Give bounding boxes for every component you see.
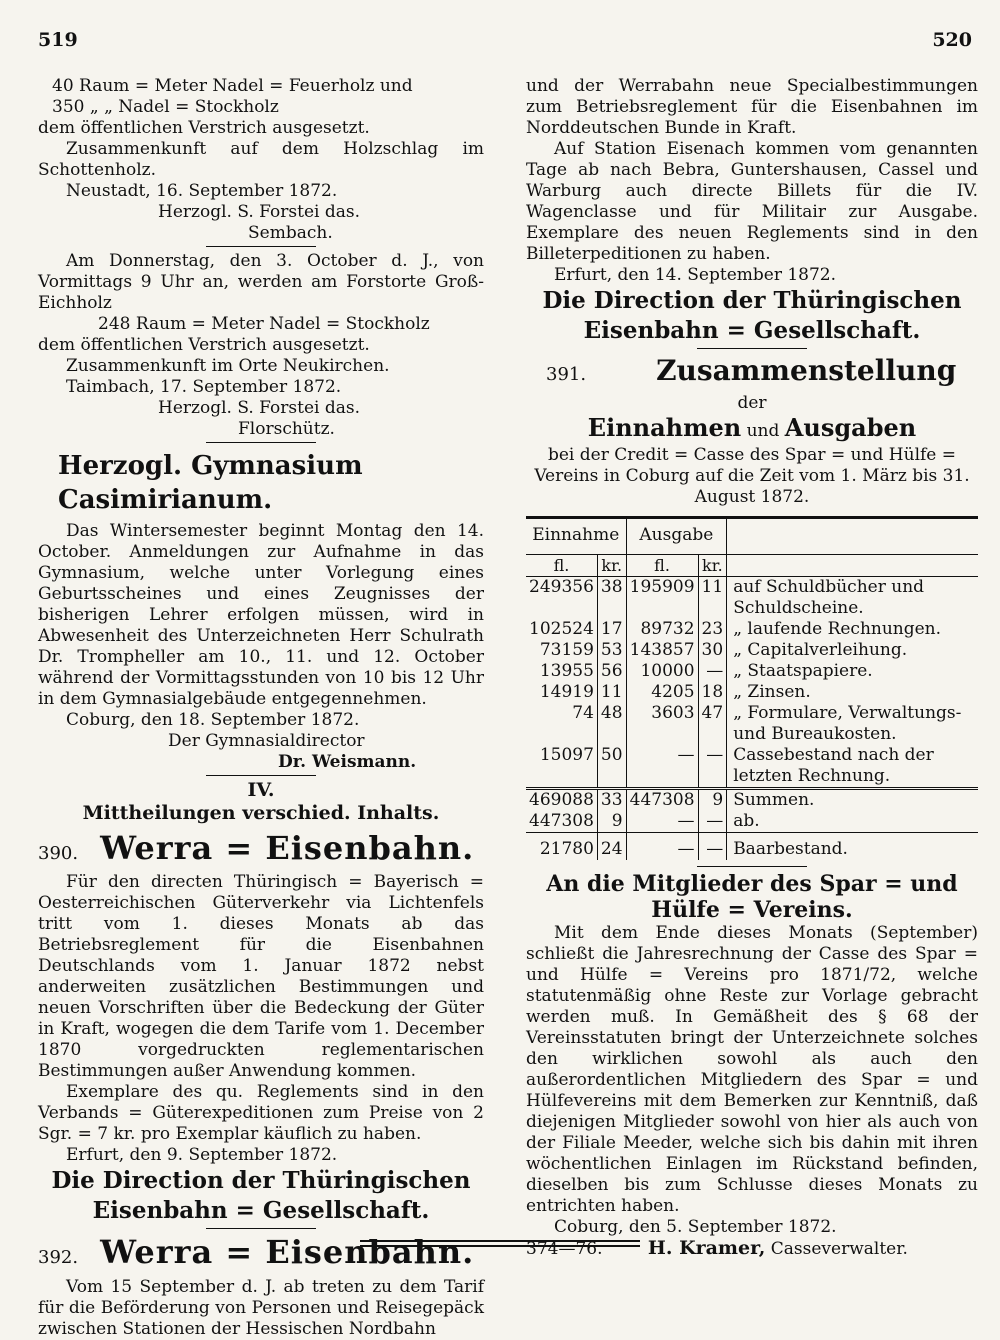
cell-out-fl: 89732: [626, 619, 698, 640]
cell-out-kr: —: [698, 661, 727, 682]
column-header-einnahme: Einnahme: [526, 518, 626, 555]
gymnasium-heading: Herzogl. Gymnasium Casimirianum.: [58, 451, 363, 515]
article-subtitle: [526, 414, 978, 445]
cell-desc: „ Formulare, Verwaltungs- und Bureaukosten.: [733, 703, 962, 744]
cell-in-fl: 102524: [526, 619, 597, 640]
cell-in-kr: 9: [597, 811, 626, 833]
notice-line: Zusammenkunft auf dem Holzschlag im Schottenholz.: [38, 139, 484, 180]
cell-in-fl: 14919: [526, 682, 597, 703]
column-header-ausgabe: Ausgabe: [626, 518, 727, 555]
cell-in-fl: 249356: [526, 577, 597, 620]
cell-desc: „ laufende Rechnungen.: [733, 619, 942, 639]
right-column: [526, 76, 978, 1260]
cell-in-kr: 17: [597, 619, 626, 640]
cell-in-kr: 53: [597, 640, 626, 661]
notice-authority: Herzogl. S. Forstei das.: [158, 398, 361, 418]
cell-out-kr: 23: [698, 619, 727, 640]
article-number: 391.: [546, 364, 587, 385]
divider: [206, 1228, 316, 1229]
notice-text: Am Donnerstag, den 3. October d. J., von Vormittags 9 Uhr an, werden am Forstorte Groß-Eichholz: [38, 251, 484, 313]
table-row: [526, 661, 978, 682]
column-header-desc: [727, 518, 978, 555]
einnahmen-word: Einnahmen: [587, 413, 742, 442]
table-row: [526, 619, 978, 640]
cell-in-fl: 73159: [526, 640, 597, 661]
cell-in-kr: 56: [597, 661, 626, 682]
article-heading-390: [38, 830, 484, 872]
gymnasium-text: Das Wintersemester beginnt Montag den 14. October. Anmeldungen zur Aufnahme in das Gymnasium, welche unter Vorlegung eines Geburtsscheines und eines Zeugnisses der bisherigen Lehrer erfolgen müssen, wird in Abwesenheit des Unterzeichneten Herr Schulrath Dr. Trompheller am 10., 11. und 12. October während der Vormittagsstunden von 10 bis 12 Uhr in dem Gymnasialgebäude entgegennehmen.: [38, 521, 484, 709]
divider: [206, 442, 316, 443]
article-signature: Die Direction der Thüringischen: [542, 287, 962, 314]
notice-signature: Florschütz.: [238, 419, 335, 439]
table-row: [526, 703, 978, 745]
section-title: Mittheilungen verschied. Inhalts.: [82, 802, 440, 824]
cell-out-kr: —: [698, 745, 727, 789]
bottom-double-rule: [360, 1240, 640, 1250]
cell-in-fl: 21780: [526, 833, 597, 861]
notice-place-date: Neustadt, 16. September 1872.: [66, 181, 338, 201]
cell-out-kr: 30: [698, 640, 727, 661]
cell-out-kr: 9: [698, 789, 727, 812]
divider: [697, 348, 807, 349]
cell-in-fl: 13955: [526, 661, 597, 682]
cell-desc: Cassebestand nach der letzten Rechnung.: [733, 745, 934, 786]
cell-desc: auf Schuldbücher und Schuldscheine.: [733, 577, 925, 618]
article-number: 392.: [38, 1247, 79, 1268]
cell-out-fl: 4205: [626, 682, 698, 703]
members-heading: Hülfe = Vereins.: [651, 897, 853, 923]
article-text: Auf Station Eisenach kommen vom genannten Tage ab nach Bebra, Guntershausen, Cassel und Warburg auch directe Billets für die IV. Wagenclasse und für Militair zur Ausgabe. Exemplare des neuen Reglements sind in den Billeterpeditionen zu haben.: [526, 139, 978, 264]
table-baar-row: [526, 833, 978, 861]
article-heading-391: [526, 353, 978, 393]
gymnasium-signature: Dr. Weismann.: [278, 752, 417, 772]
cell-out-kr: —: [698, 811, 727, 833]
cell-in-kr: 11: [597, 682, 626, 703]
cell-out-kr: 11: [698, 577, 727, 620]
article-signature: Eisenbahn = Gesellschaft.: [583, 317, 921, 344]
members-signature: H. Kramer,: [647, 1237, 766, 1259]
notice-line: 248 Raum = Meter Nadel = Stockholz: [98, 314, 430, 334]
notice-signature: Sembach.: [248, 223, 333, 243]
unit-fl: fl.: [626, 555, 698, 577]
table-unit-row: [526, 555, 978, 577]
table-row: [526, 577, 978, 620]
unit-kr: kr.: [597, 555, 626, 577]
members-place-date: Coburg, den 5. September 1872.: [554, 1217, 837, 1237]
members-role: Casseverwalter.: [770, 1239, 908, 1259]
article-text: und der Werrabahn neue Specialbestimmungen zum Betriebsreglement für die Eisenbahnen im Norddeutschen Bunde in Kraft.: [526, 76, 978, 138]
cell-desc: ab.: [733, 811, 760, 831]
cell-desc: Baarbestand.: [727, 833, 978, 861]
members-heading: An die Mitglieder des Spar = und: [546, 871, 958, 897]
cell-in-kr: 38: [597, 577, 626, 620]
table-sum-row: [526, 789, 978, 812]
article-title: Werra = Eisenbahn.: [100, 1233, 475, 1271]
cell-desc: „ Zinsen.: [733, 682, 811, 702]
cell-desc: „ Capitalverleihung.: [733, 640, 908, 660]
members-text: Mit dem Ende dieses Monats (September) schließt die Jahresrechnung der Casse des Spar = und Hülfe = Vereins pro 1871/72, welche statutenmäßig ohne Reste zur Vorlage gebracht werden muß. In Gemäßheit des § 68 der Vereinsstatuten bringt der Unterzeichnete solches den wirklichen sowohl als auch den außerordentlichen Mitgliedern des Spar = und Hülfevereins mit dem Bemerken zur Kenntniß, daß diejenigen Mitglieder sowohl von hier als auch von der Filiale Meeder, welche sich bis dahin mit ihren wöchentlichen Einlagen im Rückstand befinden, dieselben bis zum Schlusse dieses Monats zu entrichten haben.: [526, 923, 978, 1216]
cell-out-kr: 18: [698, 682, 727, 703]
page-number-right: 520: [932, 29, 972, 51]
article-title: Zusammenstellung: [656, 354, 957, 387]
und-word: und: [746, 421, 780, 441]
table-header-row: [526, 518, 978, 555]
left-column: [38, 76, 484, 1340]
unit-fl: fl.: [526, 555, 597, 577]
notice-place-date: Taimbach, 17. September 1872.: [66, 377, 342, 397]
cell-out-fl: 195909: [626, 577, 698, 620]
cell-out-kr: —: [698, 833, 727, 861]
cell-out-fl: 10000: [626, 661, 698, 682]
divider: [206, 246, 316, 247]
article-number: 390.: [38, 843, 79, 864]
cell-in-kr: 24: [597, 833, 626, 861]
cell-in-kr: 50: [597, 745, 626, 789]
cell-out-fl: 447308: [626, 789, 698, 812]
notice-line: dem öffentlichen Verstrich ausgesetzt.: [38, 335, 370, 355]
cell-out-kr: 47: [698, 703, 727, 745]
table-row: [526, 640, 978, 661]
cell-desc: „ Staatspapiere.: [733, 661, 873, 681]
cell-out-fl: 3603: [626, 703, 698, 745]
cell-in-fl: 447308: [526, 811, 597, 833]
cell-in-kr: 33: [597, 789, 626, 812]
notice-line: dem öffentlichen Verstrich ausgesetzt.: [38, 118, 370, 138]
article-signature: Die Direction der Thüringischen: [51, 1167, 471, 1194]
table-row: [526, 745, 978, 789]
cell-out-fl: —: [626, 811, 698, 833]
notice-line: Zusammenkunft im Orte Neukirchen.: [66, 356, 390, 376]
article-place-date: Erfurt, den 14. September 1872.: [554, 265, 837, 285]
section-number: IV.: [247, 779, 275, 801]
cell-in-fl: 74: [526, 703, 597, 745]
table-row: [526, 682, 978, 703]
article-signature: Eisenbahn = Gesellschaft.: [92, 1197, 430, 1224]
cell-desc: Summen.: [727, 789, 978, 812]
table-ab-row: [526, 811, 978, 833]
divider: [206, 775, 316, 776]
cell-out-fl: 143857: [626, 640, 698, 661]
reference-number: 374—76.: [526, 1239, 603, 1259]
cell-out-fl: —: [626, 833, 698, 861]
article-subtitle: bei der Credit = Casse des Spar = und Hülfe = Vereins in Coburg auf die Zeit vom 1. März bis 31. August 1872.: [534, 445, 970, 507]
cell-in-kr: 48: [597, 703, 626, 745]
page-number-left: 519: [38, 29, 78, 51]
notice-authority: Herzogl. S. Forstei das.: [158, 202, 361, 222]
cell-out-fl: —: [626, 745, 698, 789]
notice-line: 40 Raum = Meter Nadel = Feuerholz und: [52, 76, 413, 96]
unit-kr: kr.: [698, 555, 727, 577]
cell-in-fl: 15097: [526, 745, 597, 789]
article-text: Vom 15 September d. J. ab treten zu dem Tarif für die Beförderung von Personen und Reisegepäck zwischen Stationen der Hessischen Nordbahn: [38, 1277, 484, 1339]
article-title: Werra = Eisenbahn.: [100, 829, 475, 867]
cell-in-fl: 469088: [526, 789, 597, 812]
gymnasium-authority: Der Gymnasialdirector: [168, 731, 365, 751]
article-subtitle: der: [737, 393, 767, 413]
article-text: Exemplare des qu. Reglements sind in den Verbands = Güterexpeditionen zum Preise von 2 Sgr. = 7 kr. pro Exemplar käuflich zu haben.: [38, 1082, 484, 1144]
article-text: Für den directen Thüringisch = Bayerisch = Oesterreichischen Güterverkehr via Lichtenfels tritt vom 1. dieses Monats ab das Betriebsreglement für die Eisenbahnen Deutschlands vom 1. Januar 1872 nebst anderweiten zusätzlichen Bestimmungen und neuen Vorschriften über die Bedeckung der Güter in Kraft, wogegen die dem Tarife vom 1. December 1870 vorgedruckten reglementarischen Bestimmungen außer Anwendung kommen.: [38, 872, 484, 1081]
article-place-date: Erfurt, den 9. September 1872.: [66, 1145, 338, 1165]
divider: [697, 866, 807, 867]
notice-line: 350 „ „ Nadel = Stockholz: [52, 97, 279, 117]
ausgaben-word: Ausgaben: [784, 413, 917, 442]
gymnasium-place-date: Coburg, den 18. September 1872.: [66, 710, 360, 730]
finance-table: [526, 516, 978, 860]
